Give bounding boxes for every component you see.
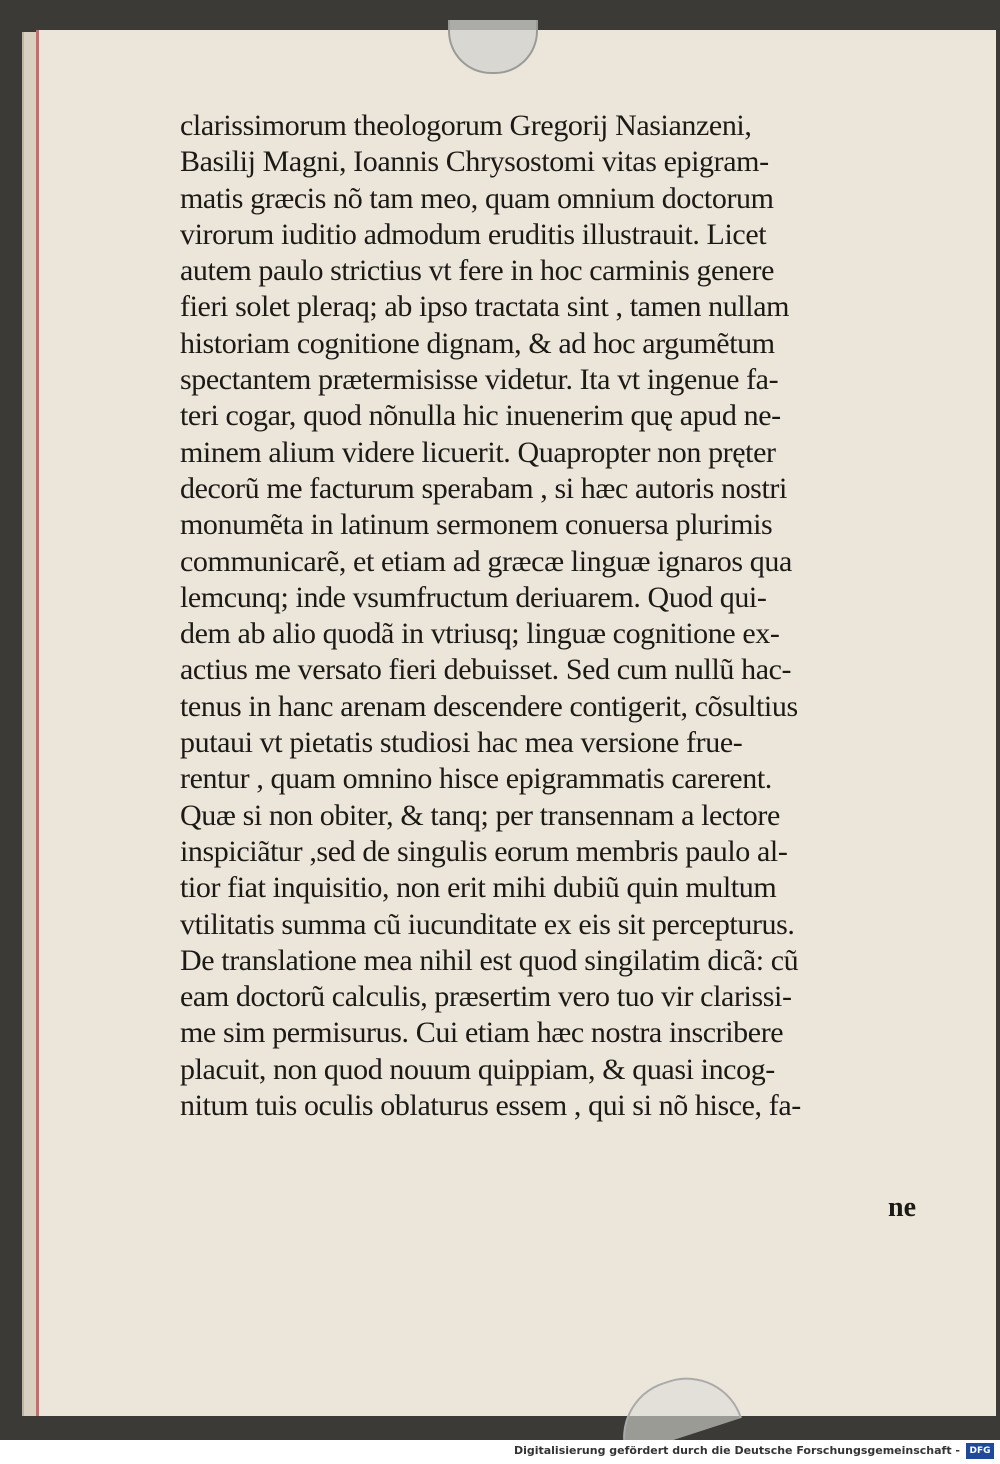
text-line: minem alium videre licuerit. Quapropter non pręter <box>180 435 776 469</box>
dfg-logo: DFG <box>966 1443 994 1459</box>
text-line: nitum tuis oculis oblaturus essem , qui si nõ hisce, fa- <box>180 1089 801 1123</box>
text-line: me sim permisurus. Cui etiam hæc nostra inscribere <box>180 1016 784 1050</box>
text-line: clarissimorum theologorum Gregorij Nasianzeni, <box>180 109 752 142</box>
text-line: monumẽta in latinum sermonem conuersa plurimis <box>180 508 773 542</box>
text-line: eam doctorũ calculis, præsertim vero tuo vir clarissi- <box>180 980 792 1014</box>
text-line: historiam cognitione dignam, & ad hoc argumẽtum <box>180 326 775 360</box>
text-line: spectantem prætermisisse videtur. Ita vt ingenue fa- <box>180 363 779 397</box>
text-line: fieri solet pleraq; ab ipso tractata sint , tamen nullam <box>180 290 790 324</box>
text-line: decorũ me facturum sperabam , si hæc autoris nostri <box>180 471 787 505</box>
footer-credit: Digitalisierung gefördert durch die Deutsche Forschungsgemeinschaft - <box>513 1444 960 1457</box>
text-line: vtilitatis summa cũ iucunditate ex eis sit percepturus. <box>180 907 795 941</box>
text-line: inspiciãtur ,sed de singulis eorum membris paulo al- <box>180 834 788 868</box>
text-line: De translatione mea nihil est quod singilatim dicã: cũ <box>180 943 799 977</box>
text-line: rentur , quam omnino hisce epigrammatis carerent. <box>180 762 772 796</box>
text-line: actius me versato fieri debuisset. Sed cum nullũ hac- <box>180 653 792 687</box>
text-line: Basilij Magni, Ioannis Chrysostomi vitas epigram- <box>180 145 769 179</box>
page-text-block <box>180 108 940 1124</box>
text-line: tenus in hanc arenam descendere contigerit, cõsultius <box>180 689 798 723</box>
catchword: ne <box>888 1192 916 1223</box>
footer-bar <box>0 1440 1000 1464</box>
text-line: Quæ si non obiter, & tanq; per transennam a lectore <box>180 798 780 832</box>
text-line: putaui vt pietatis studiosi hac mea versione frue- <box>180 726 743 760</box>
text-line: matis græcis nõ tam meo, quam omnium doctorum <box>180 181 774 215</box>
text-line: placuit, non quod nouum quippiam, & quasi incog- <box>180 1052 775 1086</box>
text-line: lemcunq; inde vsumfructum deriuarem. Quod qui- <box>180 580 767 614</box>
text-line: communicarẽ, et etiam ad græcæ linguæ ignaros qua <box>180 544 792 578</box>
text-line: autem paulo strictius vt fere in hoc carminis genere <box>180 254 774 288</box>
text-line: tior fiat inquisitio, non erit mihi dubiũ quin multum <box>180 871 777 905</box>
text-line: virorum iuditio admodum eruditis illustrauit. Licet <box>180 217 767 251</box>
text-line: teri cogar, quod nõnulla hic inuenerim quę apud ne- <box>180 399 781 433</box>
text-line: dem ab alio quodã in vtriusq; linguæ cognitione ex- <box>180 617 780 651</box>
page-edge <box>22 32 36 1416</box>
